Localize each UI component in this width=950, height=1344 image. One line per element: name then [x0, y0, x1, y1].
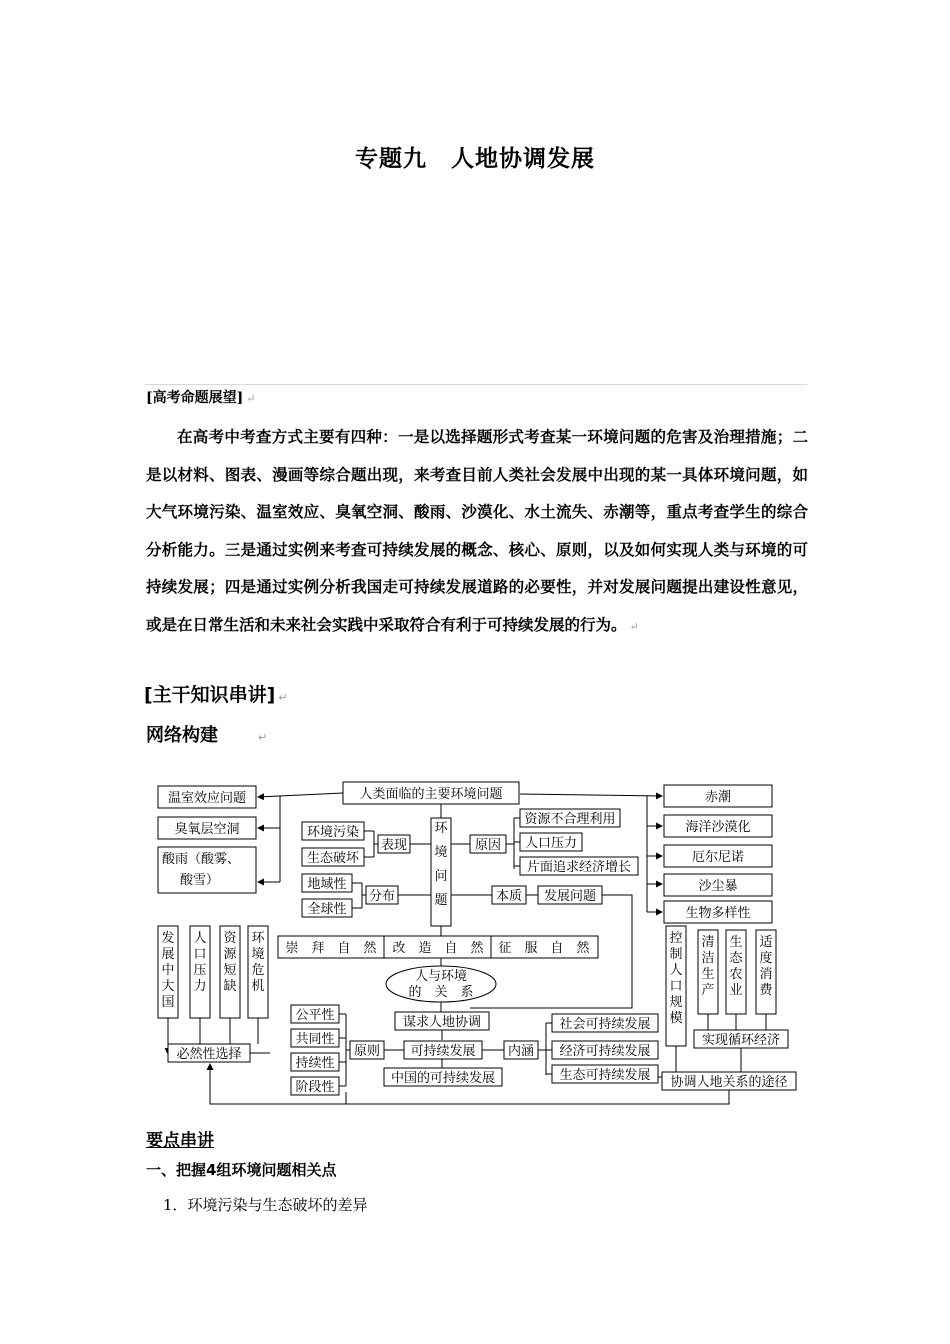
- box-continuity-label: 持续性: [295, 1056, 335, 1071]
- outlook-heading-text: [高考命题展望]: [146, 390, 244, 406]
- box-inevitable-label: 必然性选择: [176, 1047, 242, 1062]
- box-global-label: 全球性: [307, 902, 347, 917]
- main-heading: [144, 680, 288, 707]
- box-harmony-label: 谋求人地协调: [402, 1015, 482, 1030]
- return-mark: ↵: [629, 619, 639, 633]
- col-resources-label: 资源短缺: [223, 931, 237, 994]
- box-pollution-label: 环境污染: [306, 825, 360, 840]
- box-acid-rain-label-2: 酸雪）: [180, 873, 220, 888]
- box-principle-label: 原则: [353, 1044, 381, 1059]
- box-connotation-label: 内涵: [507, 1044, 535, 1059]
- box-regional-label: 地域性: [307, 877, 347, 892]
- box-sustainable-label: 可持续发展: [410, 1044, 476, 1059]
- stage-transform: 改 造 自 然: [392, 941, 484, 956]
- box-red-tide-label: 赤潮: [704, 790, 732, 805]
- box-cause-resources-label: 资源不合理利用: [524, 812, 616, 827]
- box-cause-growth-label: 片面追求经济增长: [526, 860, 632, 875]
- col-developing-country-label: 发展中大国: [161, 931, 175, 1010]
- return-mark: ↵: [258, 731, 268, 744]
- box-ecological-sd-label: 生态可持续发展: [559, 1068, 651, 1083]
- box-acid-rain-label-1: 酸雨（酸雾、: [162, 852, 241, 867]
- box-economic-sd-label: 经济可持续发展: [559, 1044, 651, 1059]
- box-china-sd-label: 中国的可持续发展: [390, 1071, 496, 1086]
- col-population-control-label: 控制人口规模: [669, 931, 683, 1026]
- col-population-label: 人口压力: [193, 931, 207, 994]
- col-clean-production-label: 清洁生产: [701, 935, 715, 998]
- box-dev-problem-label: 发展问题: [543, 889, 597, 904]
- col-eco-agriculture-label: 生态农业: [729, 935, 743, 998]
- box-env-problem-label: 环境问题: [434, 821, 448, 908]
- box-ecology-label: 生态破坏: [306, 851, 360, 866]
- box-distribution-label: 分布: [368, 889, 396, 904]
- col-moderate-consumption-label: 适度消费: [759, 935, 773, 998]
- box-fairness-label: 公平性: [295, 1008, 335, 1023]
- outlook-paragraph-text: 在高考中考查方式主要有四种：一是以选择题形式考查某一环境问题的危害及治理措施；二是以材料、图表、漫画等综合题出现，来考查目前人类社会发展中出现的某一具体环境问题，如大气环境污染、温室效应、臭氧空洞、酸雨、沙漠化、水土流失、赤潮等，重点考查学生的综合分析能力。三是通过实例来考查可持续发展的概念、核心、原则，以及如何实现人类与环境的可持续发展；四是通过实例分析我国走可持续发展道路的必要性，并对发展问题提出建设性意见，或是在日常生活和未来社会实践中采取符合有利于可持续发展的行为。: [146, 427, 808, 634]
- return-mark: ↵: [278, 691, 288, 704]
- box-manifest-label: 表现: [380, 838, 408, 853]
- ellipse-relation-label-1: 人与环境: [414, 969, 468, 984]
- box-main-env-problems-label: 人类面临的主要环境问题: [359, 787, 503, 802]
- col-crisis-label: 环境危机: [251, 931, 265, 994]
- network-heading: [146, 721, 267, 747]
- divider: [145, 384, 807, 385]
- key-points-heading: 要点串讲: [146, 1131, 214, 1151]
- outlook-paragraph: [146, 418, 808, 646]
- box-biodiversity-label: 生物多样性: [685, 906, 751, 921]
- box-social-sd-label: 社会可持续发展: [559, 1017, 651, 1032]
- ellipse-relation-label-2: 的 关 系: [408, 985, 474, 1000]
- box-coordination-ways-label: 协调人地关系的途径: [670, 1075, 788, 1090]
- section-heading: 一、把握4组环境问题相关点: [146, 1161, 337, 1179]
- box-stage-nature-label: 阶段性: [295, 1080, 335, 1095]
- box-commonality-label: 共同性: [295, 1032, 335, 1047]
- box-greenhouse-label: 温室效应问题: [167, 791, 247, 806]
- box-el-nino-label: 厄尔尼诺: [691, 850, 745, 865]
- box-essence-label: 本质: [495, 889, 523, 904]
- page-title: 专题九 人地协调发展: [355, 145, 595, 172]
- stage-worship: 崇 拜 自 然: [285, 941, 377, 956]
- box-ocean-desert-label: 海洋沙漠化: [685, 820, 751, 835]
- box-circular-economy-label: 实现循环经济: [701, 1033, 781, 1048]
- outlook-heading: [146, 387, 255, 407]
- network-heading-text: 网络构建: [146, 725, 218, 746]
- list-item: 1．环境污染与生态破坏的差异: [163, 1196, 368, 1214]
- stage-conquer: 征 服 自 然: [498, 941, 590, 956]
- main-heading-text: [主干知识串讲]: [144, 684, 276, 706]
- box-ozone-label: 臭氧层空洞: [174, 822, 240, 837]
- knowledge-network-diagram: [150, 774, 800, 1110]
- box-sandstorm-label: 沙尘暴: [698, 879, 738, 894]
- box-cause-label: 原因: [474, 838, 502, 853]
- box-cause-population-label: 人口压力: [524, 836, 578, 851]
- return-mark: ↵: [246, 392, 256, 405]
